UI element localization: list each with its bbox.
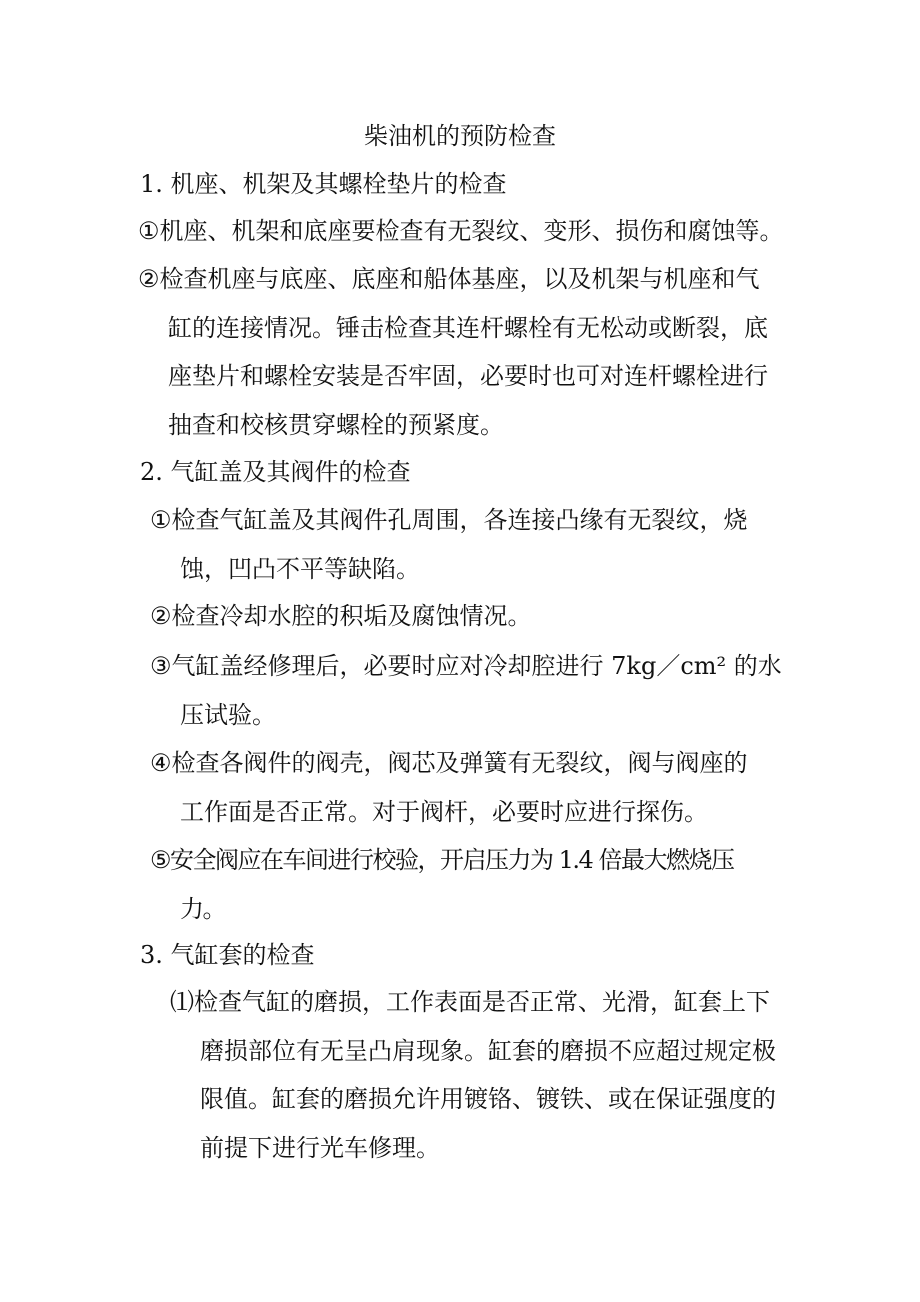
section-heading-3: 3. 气缸套的检查: [140, 941, 315, 969]
item-line: 检查气缸的磨损，工作表面是否正常、光滑，缸套上下: [194, 988, 770, 1016]
item-line: 缸的连接情况。锤击检查其连杆螺栓有无松动或断裂，底: [168, 313, 768, 342]
section-heading-1: 1. 机座、机架及其螺栓垫片的检查: [140, 170, 507, 198]
section-heading-2: 2. 气缸盖及其阀件的检查: [140, 458, 411, 486]
item-line: 蚀，凹凸不平等缺陷。: [180, 554, 420, 583]
item-line: 力。: [180, 894, 225, 923]
item-line: 检查冷却水腔的积垢及腐蚀情况。: [171, 602, 532, 630]
item-line: 限值。缸套的磨损允许用镀铬、镀铁、或在保证强度的: [200, 1085, 776, 1113]
list-item-3-1: [170, 978, 776, 1172]
list-item-2-3: [150, 642, 782, 739]
item-marker: ②: [150, 602, 172, 630]
item-line: 磨损部位有无呈凸肩现象。缸套的磨损不应超过规定极: [200, 1036, 776, 1065]
item-marker: ①: [138, 217, 160, 245]
item-marker: ④: [150, 749, 172, 777]
list-item-2-4: [150, 739, 748, 836]
item-marker: ①: [150, 506, 172, 534]
list-item-2-1: [150, 496, 748, 593]
item-line: 工作面是否正常。对于阀杆，必要时应进行探伤。: [180, 797, 708, 826]
item-marker: ③: [150, 652, 172, 680]
list-item-1-2: [138, 255, 768, 449]
item-line: 机座、机架和底座要检查有无裂纹、变形、损伤和腐蚀等。: [159, 217, 784, 245]
item-marker: ⑤: [150, 846, 171, 874]
item-line: 检查机座与底座、底座和船体基座，以及机架与机座和气: [159, 265, 760, 293]
document-title: 柴油机的预防检查: [364, 122, 556, 150]
item-line: 检查气缸盖及其阀件孔周围，各连接凸缘有无裂纹，烧: [171, 506, 748, 534]
list-item-1-1: [138, 207, 784, 256]
item-marker: ⑴: [170, 988, 194, 1016]
item-line: 压试验。: [180, 700, 276, 729]
item-marker: ②: [138, 265, 160, 293]
item-line: 安全阀应在车间进行校验，开启压力为 1.4 倍最大燃烧压: [170, 846, 734, 874]
item-line: 检查各阀件的阀壳，阀芯及弹簧有无裂纹，阀与阀座的: [171, 749, 748, 777]
item-line: 座垫片和螺栓安装是否牢固，必要时也可对连杆螺栓进行: [168, 362, 768, 390]
list-item-2-2: [150, 592, 532, 641]
item-line: 气缸盖经修理后，必要时应对冷却腔进行 7kg／cm² 的水: [171, 652, 782, 680]
item-line: 抽查和校核贯穿螺栓的预紧度。: [168, 410, 504, 439]
item-line: 前提下进行光车修理。: [200, 1133, 440, 1162]
list-item-2-5: [150, 836, 733, 933]
